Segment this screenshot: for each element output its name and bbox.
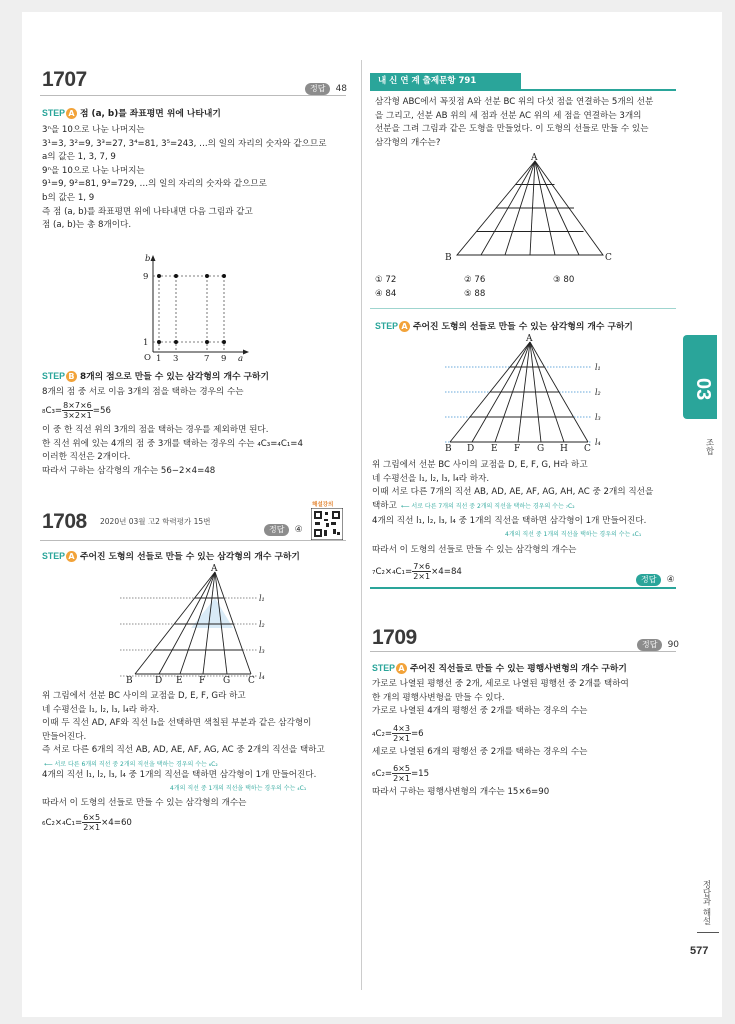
line-label-l2: l₂ — [259, 620, 265, 629]
step-label: STEP — [372, 663, 395, 673]
answer-value: 48 — [335, 84, 348, 94]
text-line: 한 직선 위에 있는 4개의 점 중 3개를 택하는 경우의 수는 ₄C₃=₄C₁=4 — [42, 438, 303, 449]
triangle-figure-791 — [440, 152, 615, 264]
formula-prefix: ₇C₂×₄C₁= — [372, 567, 413, 577]
combo-result: =56 — [92, 406, 111, 416]
fraction — [82, 813, 101, 832]
step-title: 주어진 도형의 선들로 만들 수 있는 삼각형의 개수 구하기 — [412, 322, 633, 332]
combo-prefix: ₈C₃= — [42, 406, 63, 416]
point-e: E — [491, 444, 498, 454]
problem-number-1709: 1709 — [372, 626, 417, 649]
final-formula-1708 — [42, 813, 132, 832]
question-line: 을 그리고, 선분 AB 위의 세 점과 선분 AC 위의 세 점을 연결하는 3개의 — [375, 110, 642, 121]
xtick-7: 7 — [204, 354, 210, 362]
fraction — [412, 562, 431, 581]
text-line: 따라서 이 도형의 선들로 만들 수 있는 삼각형의 개수는 — [372, 545, 577, 555]
fraction-numerator: 4×3 — [393, 724, 410, 733]
choice-5[interactable]: ⑤ 88 — [464, 289, 486, 299]
answer-value: ④ — [666, 575, 675, 585]
step-letter: A — [66, 551, 77, 562]
answer-791 — [636, 567, 675, 586]
answer-badge: 정답 — [637, 639, 662, 651]
header-underline — [370, 89, 676, 91]
text-line: 위 그림에서 선분 BC 사이의 교점을 D, E, F, G, H라 하고 — [372, 460, 588, 470]
choice-4[interactable]: ④ 84 — [375, 289, 397, 299]
formula-suffix: ×4=60 — [101, 818, 132, 828]
divider — [370, 651, 676, 652]
question-791 — [375, 96, 653, 150]
choice-2[interactable]: ② 76 — [464, 275, 486, 285]
question-line: 삼각형 ABC에서 꼭짓점 A와 선분 BC 위의 다섯 점을 연결하는 5개의 선분 — [375, 97, 654, 107]
triangle-figure-1708 — [115, 562, 275, 684]
annotation-text: 서로 다른 6개의 직선 중 2개의 직선을 택하는 경우의 수는 ₆C₂ — [54, 761, 218, 768]
fraction-denominator: 2×1 — [83, 823, 101, 832]
text-line: 4개의 직선 l₁, l₂, l₃, l₄ 중 1개의 직선을 택하면 삼각형이 1개 만들어진다. — [42, 770, 317, 780]
answer-value: ④ — [294, 525, 303, 535]
line-label-l2: l₂ — [595, 388, 601, 397]
text-line: 따라서 구하는 삼각형의 개수는 56−2×4=48 — [42, 465, 216, 476]
line-label-l3: l₃ — [595, 413, 601, 422]
step-title: 8개의 점으로 만들 수 있는 삼각형의 개수 구하기 — [79, 372, 270, 382]
coordinate-graph — [135, 252, 250, 362]
point-c: C — [584, 444, 591, 454]
step-letter: A — [399, 321, 410, 332]
text-line: a의 값은 1, 3, 7, 9 — [42, 152, 116, 163]
step-label: STEP — [42, 108, 65, 118]
column-divider — [361, 60, 362, 990]
text-line: 9¹=9, 9²=81, 9³=729, …의 일의 자리의 숫자와 같으므로 — [42, 179, 267, 190]
text-line: 한 개의 평행사변형을 만들 수 있다. — [372, 692, 505, 703]
vertex-a: A — [526, 334, 533, 344]
annotation-note: ⟵ 서로 다른 6개의 직선 중 2개의 직선을 택하는 경우의 수는 ₆C₂ — [44, 761, 218, 768]
step-label: STEP — [42, 371, 65, 381]
annotation-text: 서로 다른 7개의 직선 중 2개의 직선을 택하는 경우의 수는 ₇C₂ — [411, 503, 575, 510]
xtick-3: 3 — [173, 354, 179, 362]
combination-6c2 — [372, 764, 429, 783]
choice-3[interactable]: ③ 80 — [553, 275, 575, 285]
formula-prefix: ₆C₂×₄C₁= — [42, 818, 83, 828]
point-e: E — [176, 676, 183, 684]
choice-1[interactable]: ① 72 — [375, 275, 397, 285]
footer-rule — [697, 932, 719, 933]
qr-label: 해설강의 — [312, 502, 334, 508]
vertex-c: C — [605, 253, 612, 263]
combination-8c3 — [42, 401, 111, 420]
fraction — [392, 764, 411, 783]
source-1708: 2020년 03월 고2 학력평가 15번 — [100, 517, 211, 526]
text-line: 위 그림에서 선분 BC 사이의 교점을 D, E, F, G라 하고 — [42, 691, 246, 701]
text-block-1708 — [42, 690, 325, 758]
axis-label-b: b — [145, 254, 151, 264]
footer-label: 정답과 해설 — [701, 880, 711, 926]
triangle-figure-791-solution — [440, 332, 615, 456]
text-line: 점 (a, b)는 총 8개이다. — [42, 220, 132, 231]
point-h: H — [560, 444, 568, 454]
qr-code-icon[interactable] — [311, 508, 343, 540]
annotation-note: 4개의 직선 중 1개의 직선을 택하는 경우의 수는 ₄C₁ — [505, 531, 642, 538]
step-a-heading-791 — [375, 319, 633, 332]
xtick-9: 9 — [221, 354, 227, 362]
final-formula-791 — [372, 562, 462, 581]
vertex-a: A — [531, 153, 538, 163]
fraction-numerator: 6×5 — [83, 813, 101, 822]
point-f: F — [514, 444, 521, 454]
step-title: 점 (a, b)를 좌표평면 위에 나타내기 — [79, 109, 221, 119]
point-d: D — [155, 676, 163, 684]
fraction — [392, 724, 411, 743]
text-block-1709 — [372, 678, 629, 719]
combination-4c2 — [372, 724, 424, 743]
question-line: 삼각형의 개수는? — [375, 137, 441, 148]
text-line: 가로로 나열된 4개의 평행선 중 2개를 택하는 경우의 수는 — [372, 706, 588, 717]
text-line: 가로로 나열된 평행선 중 2개, 세로로 나열된 평행선 중 2개를 택하여 — [372, 679, 629, 689]
formula-suffix: ×4=84 — [431, 567, 462, 577]
combo-result: =15 — [410, 769, 430, 779]
problem-number-1707: 1707 — [42, 68, 87, 91]
divider — [40, 95, 346, 96]
annotation-note: 4개의 직선 중 1개의 직선을 택하는 경우의 수는 ₄C₁ — [170, 785, 307, 792]
point-f: F — [199, 676, 206, 684]
step-title: 주어진 직선들로 만들 수 있는 평행사변형의 개수 구하기 — [409, 664, 627, 674]
answer-1709 — [637, 632, 679, 651]
text-line: 네 수평선을 l₁, l₂, l₃, l₄라 하자. — [42, 704, 160, 715]
text-line: 9ⁿ을 10으로 나눈 나머지는 — [42, 165, 145, 176]
fraction-denominator: 3×2×1 — [63, 411, 92, 420]
text-line: 3ⁿ을 10으로 나눈 나머지는 — [42, 125, 145, 135]
text-line: 즉 점 (a, b)를 좌표평면 위에 나타내면 다음 그림과 같고 — [42, 206, 253, 217]
text-line: 따라서 구하는 평행사변형의 개수는 15×6=90 — [372, 787, 550, 797]
step-letter: B — [66, 371, 77, 382]
fraction-denominator: 2×1 — [393, 734, 410, 743]
fraction-numerator: 7×6 — [413, 562, 431, 571]
combo-result: =6 — [410, 729, 424, 739]
text-block-791 — [372, 459, 653, 500]
section-end-rule — [370, 587, 676, 589]
point-c: C — [248, 676, 255, 684]
text-line: 4개의 직선 l₁, l₂, l₃, l₄ 중 1개의 직선을 택하면 삼각형이 1개 만들어진다. — [372, 516, 647, 526]
text-line: b의 값은 1, 9 — [42, 192, 95, 203]
annotation-note: ⟵ 서로 다른 7개의 직선 중 2개의 직선을 택하는 경우의 수는 ₇C₂ — [400, 503, 575, 510]
fraction-numerator: 8×7×6 — [63, 401, 92, 410]
vertex-a: A — [211, 564, 218, 574]
step-a-heading-1708 — [42, 549, 300, 562]
xtick-1: 1 — [156, 354, 162, 362]
text-block-1707 — [42, 124, 327, 233]
step-b-heading-1707 — [42, 369, 269, 382]
step-title: 주어진 도형의 선들로 만들 수 있는 삼각형의 개수 구하기 — [79, 552, 300, 562]
fraction-denominator: 2×1 — [413, 572, 431, 581]
vertex-b: B — [445, 253, 452, 263]
divider — [370, 308, 676, 309]
select-word: 택하고 — [372, 501, 397, 511]
point-d: D — [467, 444, 475, 454]
step-label: STEP — [375, 321, 398, 331]
related-problem-header: 내 신 연 계 출제문항 791 — [370, 73, 521, 89]
chapter-tab[interactable] — [683, 335, 717, 419]
text-line: 이러한 직선은 2개이다. — [42, 452, 131, 463]
step-a-heading-1707 — [42, 106, 221, 119]
step-label: STEP — [42, 551, 65, 561]
text-line: 즉 서로 다른 6개의 직선 AB, AD, AE, AF, AG, AC 중 2개의 직선을 택하고 — [42, 745, 325, 756]
line-label-l4: l₄ — [595, 438, 601, 447]
point-g: G — [223, 676, 231, 684]
answer-value: 90 — [667, 640, 680, 650]
point-b: B — [445, 444, 452, 454]
chapter-number: 03 — [692, 378, 714, 401]
origin-label: O — [144, 353, 151, 362]
line-label-l4: l₄ — [259, 672, 265, 681]
chapter-name: 조합 — [704, 438, 714, 455]
question-line: 선분을 그려 그림과 같은 도형을 만들었다. 이 도형의 선들로 만들 수 있는 — [375, 124, 649, 135]
text-block-1707b — [42, 424, 303, 478]
text-line: 만들어진다. — [42, 731, 87, 742]
answer-badge: 정답 — [305, 83, 330, 95]
ytick-1: 1 — [143, 338, 149, 348]
page-number: 577 — [690, 945, 709, 957]
answer-badge: 정답 — [636, 574, 661, 586]
line-label-l3: l₃ — [259, 646, 265, 655]
text-line: 세로로 나열된 6개의 평행선 중 2개를 택하는 경우의 수는 — [372, 747, 588, 757]
axis-label-a: a — [238, 354, 244, 362]
text-line: 네 수평선을 l₁, l₂, l₃, l₄라 하자. — [372, 473, 490, 484]
text-line: 3¹=3, 3²=9, 3³=27, 3⁴=81, 3⁵=243, …의 일의 자리의 숫자와 같으므로 — [42, 138, 327, 149]
answer-1708 — [264, 517, 303, 536]
ytick-9: 9 — [143, 272, 149, 282]
text-line: 8개의 점 중 서로 이음 3개의 점을 택하는 경우의 수는 — [42, 387, 244, 397]
line-label-l1: l₁ — [259, 594, 265, 603]
text-line: 이때 서로 다른 7개의 직선 AB, AD, AE, AF, AG, AH, AC 중 2개의 직선을 — [372, 487, 654, 498]
select-line-791 — [372, 500, 575, 514]
answer-1707 — [305, 76, 347, 95]
text-line: 이때 두 직선 AD, AF와 직선 l₃을 선택하면 색칠된 부분과 같은 삼각형이 — [42, 718, 312, 729]
combo-prefix: ₆C₂= — [372, 769, 393, 779]
fraction-numerator: 6×5 — [393, 764, 410, 773]
combo-prefix: ₄C₂= — [372, 729, 393, 739]
step-a-heading-1709 — [372, 661, 627, 674]
line-label-l1: l₁ — [595, 363, 601, 372]
step-letter: A — [66, 108, 77, 119]
fraction-denominator: 2×1 — [393, 774, 410, 783]
fraction — [62, 401, 93, 420]
text-line: 이 중 한 직선 위의 3개의 점을 택하는 경우를 제외하면 된다. — [42, 425, 269, 435]
text-line: 따라서 이 도형의 선들로 만들 수 있는 삼각형의 개수는 — [42, 798, 247, 808]
step-letter: A — [396, 663, 407, 674]
point-b: B — [126, 676, 133, 684]
divider — [40, 540, 346, 541]
point-g: G — [537, 444, 545, 454]
problem-number-1708: 1708 — [42, 510, 87, 533]
answer-badge: 정답 — [264, 524, 289, 536]
